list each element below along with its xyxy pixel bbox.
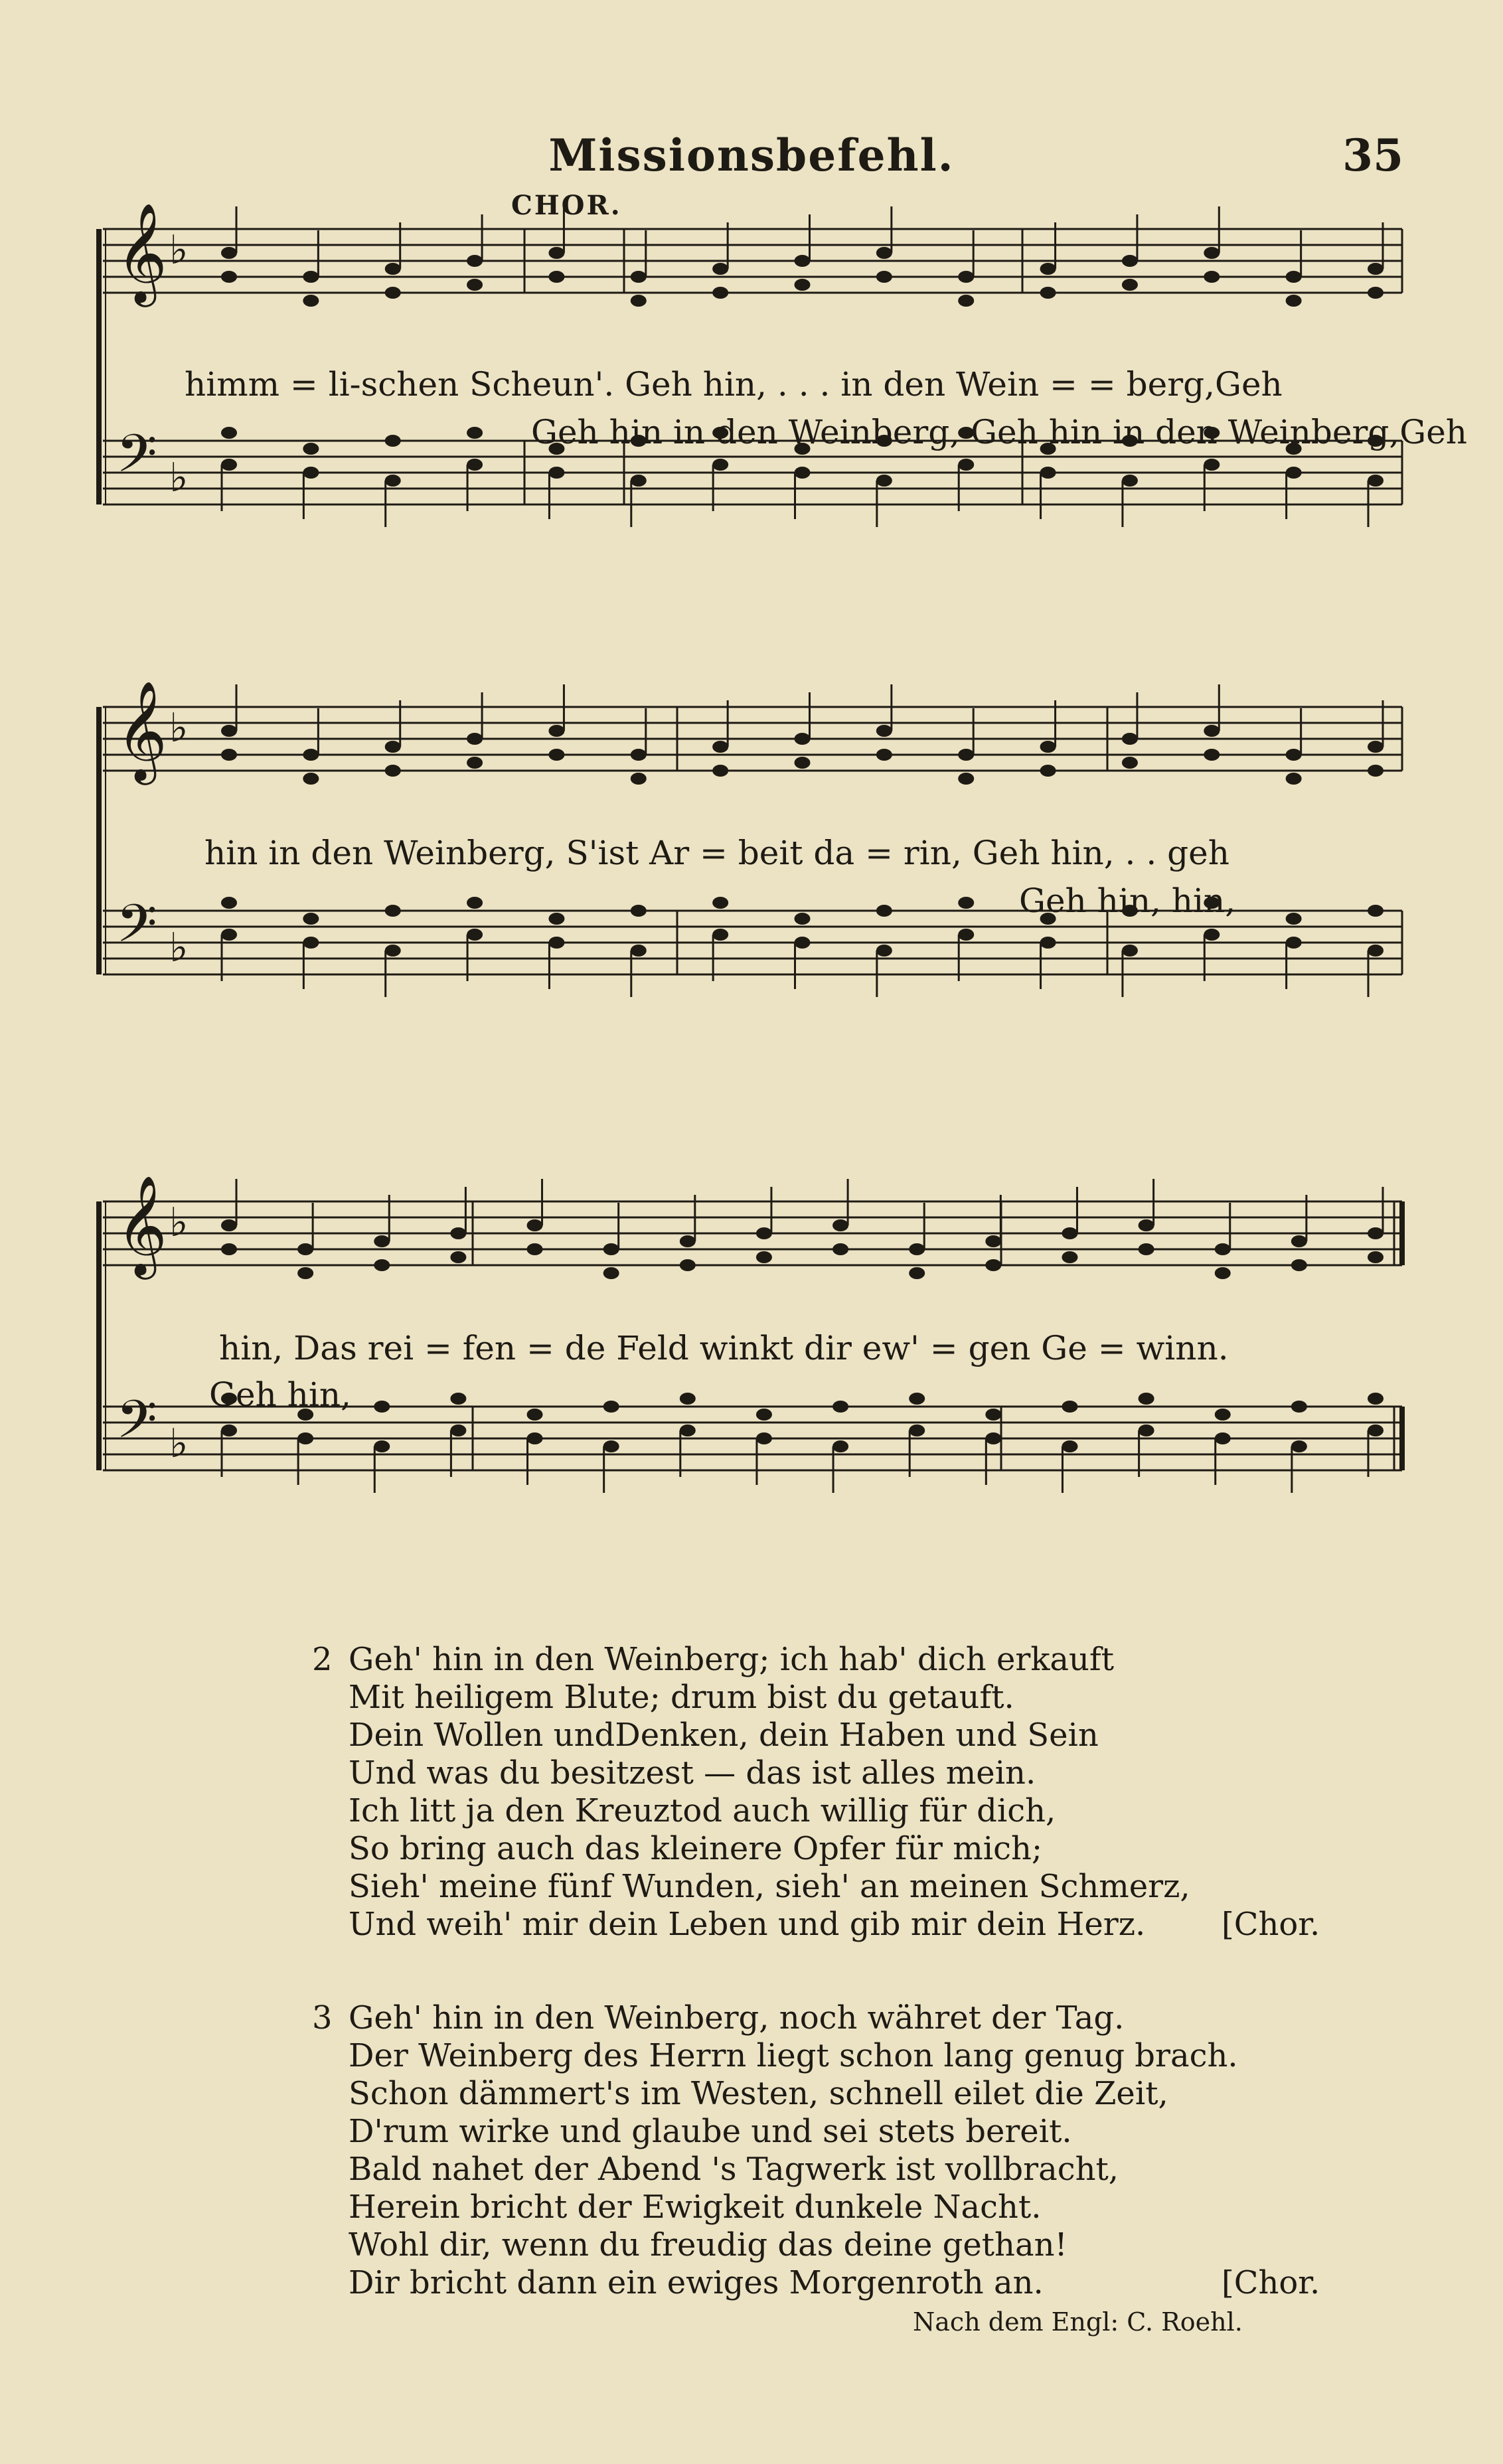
verse-line: Sieh' meine fünf Wunden, sieh' an meinen Schmerz, <box>349 1868 1190 1905</box>
note-head <box>631 945 647 957</box>
verse-line: Geh' hin in den Weinberg; ich hab' dich erkauft <box>349 1641 1114 1678</box>
lyrics-system2-line1: hin in den Weinberg, S'ist Ar = beit da = rin, Geh hin, . . geh <box>204 834 1229 872</box>
note-head <box>1204 459 1220 471</box>
note-head <box>221 459 237 471</box>
note-head <box>527 1432 543 1444</box>
note-head <box>1122 945 1138 957</box>
note-head <box>303 913 319 925</box>
note-head <box>221 1243 237 1255</box>
lyrics-system3-line1: hin, Das rei = fen = de Feld winkt dir ew' = gen Ge = winn. <box>219 1329 1229 1367</box>
note-head <box>548 247 564 259</box>
note-head <box>467 897 483 909</box>
note-head <box>1040 263 1056 275</box>
note-head <box>1368 263 1384 275</box>
note-head <box>680 1393 696 1405</box>
flat-sign-icon: ♭ <box>169 925 189 971</box>
note-head <box>1204 749 1220 761</box>
note-head <box>527 1409 543 1421</box>
note-head <box>603 1267 619 1279</box>
note-head <box>958 773 974 785</box>
note-head <box>832 1219 848 1231</box>
note-head <box>303 749 319 761</box>
treble-clef-icon: 𝄞 <box>116 1174 167 1275</box>
note-head <box>876 475 892 487</box>
note-head <box>1139 1243 1154 1255</box>
note-head <box>1368 1393 1384 1405</box>
note-head <box>876 247 892 259</box>
note-head <box>985 1259 1001 1271</box>
note-head <box>1122 475 1138 487</box>
note-head <box>1062 1401 1077 1413</box>
note-head <box>603 1401 619 1413</box>
note-head <box>221 427 237 439</box>
note-head <box>548 271 564 283</box>
verse-line: Bald nahet der Abend 's Tagwerk ist vollbracht, <box>349 2151 1119 2188</box>
note-head <box>795 757 811 769</box>
note-head <box>1062 1440 1077 1452</box>
note-head <box>1122 255 1138 267</box>
note-head <box>221 929 237 941</box>
verse-line: Geh' hin in den Weinberg, noch währet der Tag. <box>349 1999 1125 2037</box>
flat-sign-icon: ♭ <box>169 1199 189 1246</box>
note-head <box>467 459 483 471</box>
note-head <box>1040 765 1056 777</box>
note-head <box>1062 1251 1077 1263</box>
note-head <box>985 1235 1001 1247</box>
refrain-marker: [Chor. <box>1222 1906 1320 1943</box>
note-head <box>221 897 237 909</box>
chor-marking: CHOR. <box>511 190 622 221</box>
note-head <box>958 897 974 909</box>
note-head <box>1122 757 1138 769</box>
note-head <box>221 749 237 761</box>
note-head <box>303 937 319 949</box>
note-head <box>1204 271 1220 283</box>
note-head <box>1040 937 1056 949</box>
flat-sign-icon: ♭ <box>169 455 189 501</box>
verse-line: So bring auch das kleinere Opfer für mich; <box>349 1830 1043 1867</box>
note-head <box>1286 467 1302 479</box>
note-head <box>374 1401 390 1413</box>
note-head <box>1139 1424 1154 1436</box>
note-head <box>1122 279 1138 291</box>
note-head <box>680 1259 696 1271</box>
note-head <box>1040 287 1056 299</box>
note-head <box>221 1219 237 1231</box>
note-head <box>385 741 401 753</box>
bass-clef-icon: 𝄢 <box>116 1389 157 1463</box>
note-head <box>1215 1409 1231 1421</box>
note-head <box>221 271 237 283</box>
note-head <box>795 255 811 267</box>
note-head <box>795 279 811 291</box>
note-head <box>1291 1259 1307 1271</box>
note-head <box>712 765 728 777</box>
note-head <box>1368 741 1384 753</box>
note-head <box>303 467 319 479</box>
note-head <box>958 459 974 471</box>
note-head <box>1291 1235 1307 1247</box>
note-head <box>1368 905 1384 917</box>
note-head <box>1368 287 1384 299</box>
note-head <box>1368 475 1384 487</box>
note-head <box>1368 1424 1384 1436</box>
note-head <box>467 757 483 769</box>
note-head <box>385 475 401 487</box>
note-head <box>985 1409 1001 1421</box>
note-head <box>467 255 483 267</box>
note-head <box>374 1259 390 1271</box>
note-head <box>1291 1440 1307 1452</box>
verse-block <box>349 1641 1190 1944</box>
note-head <box>1286 937 1302 949</box>
lyrics-system2-line2: Geh hin, hin, <box>1019 882 1236 920</box>
note-head <box>985 1432 1001 1444</box>
verse-number: 2 <box>312 1641 333 1678</box>
note-head <box>1062 1227 1077 1239</box>
note-head <box>1215 1432 1231 1444</box>
note-head <box>832 1440 848 1452</box>
note-head <box>1139 1219 1154 1231</box>
note-head <box>712 263 728 275</box>
verse-line: Schon dämmert's im Westen, schnell eilet die Zeit, <box>349 2075 1168 2112</box>
note-head <box>385 263 401 275</box>
note-head <box>1368 1227 1384 1239</box>
note-head <box>385 905 401 917</box>
note-head <box>467 929 483 941</box>
note-head <box>1040 467 1056 479</box>
note-head <box>1286 271 1302 283</box>
note-head <box>548 937 564 949</box>
note-head <box>297 1267 313 1279</box>
note-head <box>450 1424 466 1436</box>
note-head <box>548 725 564 737</box>
note-head <box>1286 295 1302 307</box>
note-head <box>876 725 892 737</box>
note-head <box>631 905 647 917</box>
author-credit: Nach dem Engl: C. Roehl. <box>913 2307 1243 2337</box>
note-head <box>958 271 974 283</box>
note-head <box>631 749 647 761</box>
verse-line: D'rum wirke und glaube und sei stets bereit. <box>349 2113 1072 2150</box>
note-head <box>756 1227 772 1239</box>
note-head <box>795 467 811 479</box>
note-head <box>548 913 564 925</box>
note-head <box>909 1243 925 1255</box>
note-head <box>1215 1267 1231 1279</box>
note-head <box>1204 929 1220 941</box>
refrain-marker: [Chor. <box>1222 2264 1320 2301</box>
note-head <box>958 295 974 307</box>
flat-sign-icon: ♭ <box>169 227 189 273</box>
treble-clef-icon: 𝄞 <box>116 202 167 303</box>
note-head <box>876 749 892 761</box>
note-head <box>1122 733 1138 745</box>
note-head <box>1215 1243 1231 1255</box>
note-head <box>1286 913 1302 925</box>
note-head <box>450 1393 466 1405</box>
lyrics-system1-line1: himm = li-schen Scheun'. Geh hin, . . . in den Wein = = berg,Geh <box>185 365 1283 404</box>
bass-clef-icon: 𝄢 <box>116 893 157 967</box>
hymn-title: Missionsbefehl. <box>548 129 955 181</box>
note-head <box>680 1235 696 1247</box>
note-head <box>450 1227 466 1239</box>
note-head <box>712 287 728 299</box>
note-head <box>876 905 892 917</box>
note-head <box>1368 945 1384 957</box>
verse-number: 3 <box>312 1999 333 2037</box>
note-head <box>374 1235 390 1247</box>
note-head <box>876 271 892 283</box>
note-head <box>374 1440 390 1452</box>
verse-line: Wohl dir, wenn du freudig das deine gethan! <box>349 2226 1068 2264</box>
note-head <box>631 773 647 785</box>
note-head <box>680 1424 696 1436</box>
note-head <box>303 773 319 785</box>
note-head <box>1286 773 1302 785</box>
note-head <box>909 1393 925 1405</box>
note-head <box>909 1267 925 1279</box>
note-head <box>527 1219 543 1231</box>
page-number: 35 <box>1342 129 1403 181</box>
verse-line: Dein Wollen undDenken, dein Haben und Sein <box>349 1717 1099 1754</box>
note-head <box>385 765 401 777</box>
note-head <box>527 1243 543 1255</box>
note-head <box>1286 749 1302 761</box>
note-head <box>450 1251 466 1263</box>
note-head <box>712 459 728 471</box>
note-head <box>795 937 811 949</box>
verse-line: Der Weinberg des Herrn liegt schon lang genug brach. <box>349 2037 1238 2074</box>
note-head <box>467 733 483 745</box>
flat-sign-icon: ♭ <box>169 1421 189 1467</box>
note-head <box>385 435 401 447</box>
note-head <box>756 1409 772 1421</box>
note-head <box>1204 247 1220 259</box>
note-head <box>221 247 237 259</box>
note-head <box>467 427 483 439</box>
note-head <box>876 945 892 957</box>
note-head <box>548 467 564 479</box>
note-head <box>221 725 237 737</box>
bass-clef-icon: 𝄢 <box>116 423 157 497</box>
note-head <box>712 741 728 753</box>
note-head <box>756 1251 772 1263</box>
note-head <box>958 929 974 941</box>
note-head <box>1368 765 1384 777</box>
note-head <box>385 945 401 957</box>
note-head <box>832 1401 848 1413</box>
verse-line: Ich litt ja den Kreuztod auch willig für dich, <box>349 1792 1056 1829</box>
treble-clef-icon: 𝄞 <box>116 680 167 781</box>
note-head <box>756 1432 772 1444</box>
note-head <box>1368 1251 1384 1263</box>
verse-line: Und weih' mir dein Leben und gib mir dein Herz. <box>349 1906 1146 1943</box>
note-head <box>832 1243 848 1255</box>
note-head <box>1291 1401 1307 1413</box>
note-head <box>795 913 811 925</box>
note-head <box>467 279 483 291</box>
note-head <box>909 1424 925 1436</box>
note-head <box>631 475 647 487</box>
note-head <box>1040 741 1056 753</box>
note-head <box>385 287 401 299</box>
verse-block <box>349 1999 1238 2302</box>
flat-sign-icon: ♭ <box>169 705 189 751</box>
lyrics-system3-line2: Geh hin, <box>209 1375 351 1414</box>
note-head <box>958 749 974 761</box>
note-head <box>297 1432 313 1444</box>
verse-line: Dir bricht dann ein ewiges Morgenroth an. <box>349 2264 1044 2301</box>
verse-line: Und was du besitzest — das ist alles mein. <box>349 1754 1036 1792</box>
note-head <box>303 295 319 307</box>
note-head <box>712 897 728 909</box>
verse-line: Herein bricht der Ewigkeit dunkele Nacht. <box>349 2189 1042 2226</box>
note-head <box>712 929 728 941</box>
note-head <box>221 1424 237 1436</box>
note-head <box>1139 1393 1154 1405</box>
note-head <box>1204 725 1220 737</box>
note-head <box>603 1440 619 1452</box>
note-head <box>303 271 319 283</box>
note-head <box>548 749 564 761</box>
lyrics-system1-line2: Geh hin in den Weinberg, Geh hin in den Weinberg,Geh <box>531 413 1468 451</box>
note-head <box>297 1243 313 1255</box>
verse-line: Mit heiligem Blute; drum bist du getauft. <box>349 1679 1014 1716</box>
note-head <box>631 295 647 307</box>
note-head <box>795 733 811 745</box>
note-head <box>603 1243 619 1255</box>
note-head <box>303 443 319 455</box>
note-head <box>631 271 647 283</box>
